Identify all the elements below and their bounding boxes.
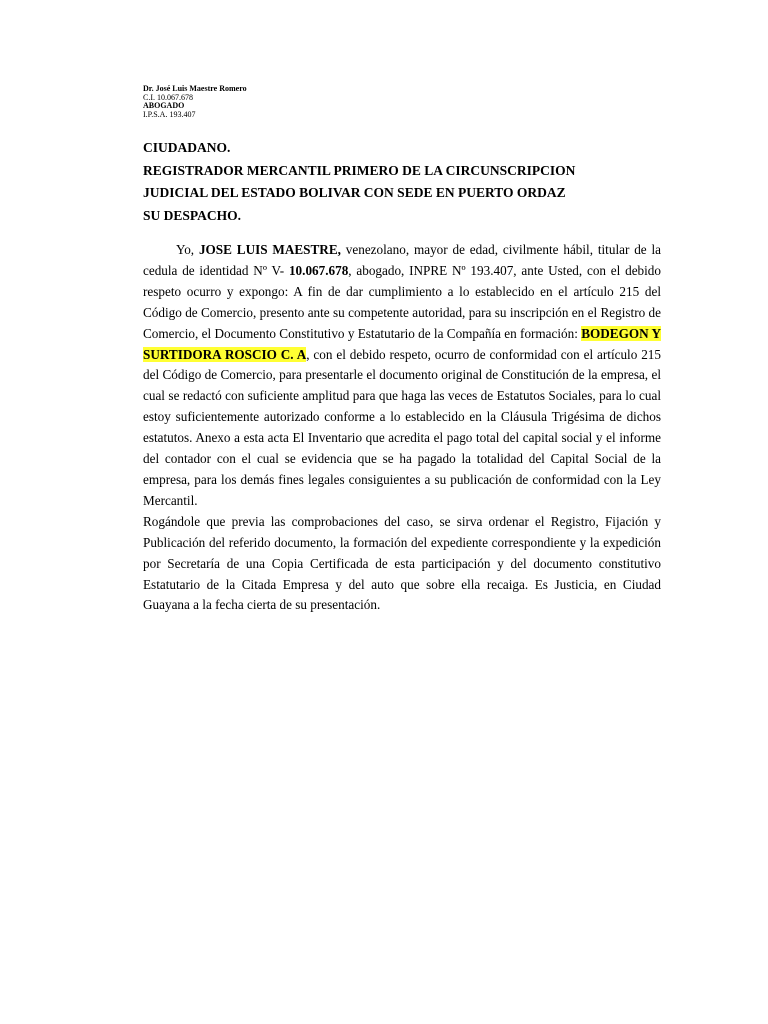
letterhead-title: ABOGADO [143, 101, 185, 111]
letterhead-ipsa: I.P.S.A. 193.407 [143, 109, 196, 119]
letterhead [143, 85, 247, 119]
declarant-name: JOSE LUIS MAESTRE, [198, 242, 341, 257]
p1-text-2: , abogado, INPRE Nº 193.407, ante Usted, con el debido respeto ocurro y expongo: A fin de dar cumplimiento a lo establecido en el artículo 215 del Código de Comercio, presento ante su competente autoridad, para su inscripción en el Registro de Comercio, el Documento Constitutivo y Estatutario de la Compañía en formación: [143, 262, 661, 341]
recipient-line-1: CIUDADANO. [143, 140, 231, 155]
declarant-id-number: 10.067.678 [288, 262, 349, 278]
recipient-block [143, 137, 663, 227]
p1-text-1: venezolano, mayor de edad, civilmente hábil, titular de la cedula de identidad Nº V- [143, 242, 662, 278]
recipient-line-4: SU DESPACHO. [143, 207, 242, 223]
p1-intro: Yo, [176, 242, 199, 257]
paragraph-2: Rogándole que previa las comprobaciones del caso, se sirva ordenar el Registro, Fijación y Publicación del referido documento, la formación del expediente correspondiente y la expedición por Secretaría de una Copia Certificada de esta participación y del documento constitutivo Estatutario de la Citada Empresa y del auto que sobre ella recaiga. Es Justicia, en Ciudad Guayana a la fecha cierta de su presentación. [143, 513, 661, 613]
paragraph-1 [143, 240, 661, 512]
recipient-line-2: REGISTRADOR MERCANTIL PRIMERO DE LA CIRCUNSCRIPCION [143, 162, 576, 178]
recipient-line-3: JUDICIAL DEL ESTADO BOLIVAR CON SEDE EN PUERTO ORDAZ [143, 185, 566, 200]
letterhead-name: Dr. José Luis Maestre Romero [143, 84, 247, 93]
letterhead-ci: C.I. 10.067.678 [143, 92, 193, 102]
company-name-highlight: BODEGON Y SURTIDORA ROSCIO C. A [143, 325, 661, 362]
body-text [143, 240, 661, 616]
p1-text-3: , con el debido respeto, ocurro de conformidad con el artículo 215 del Código de Comercio, para presentarle el documento original de Constitución de la empresa, el cual se redactó con suficiente amplitud para que haga las veces de Estatutos Sociales, para lo cual estoy suficientemente autorizado conforme a lo establecido en la Cláusula Trigésima de dichos estatutos. Anexo a esta acta El Inventario que acredita el pago total del capital social y el informe del contador con el cual se evidencia que se ha pagado la totalidad del Capital Social de la empresa, para los demás fines legales consiguientes a su publicación de conformidad con la Ley Mercantil. [143, 346, 661, 508]
